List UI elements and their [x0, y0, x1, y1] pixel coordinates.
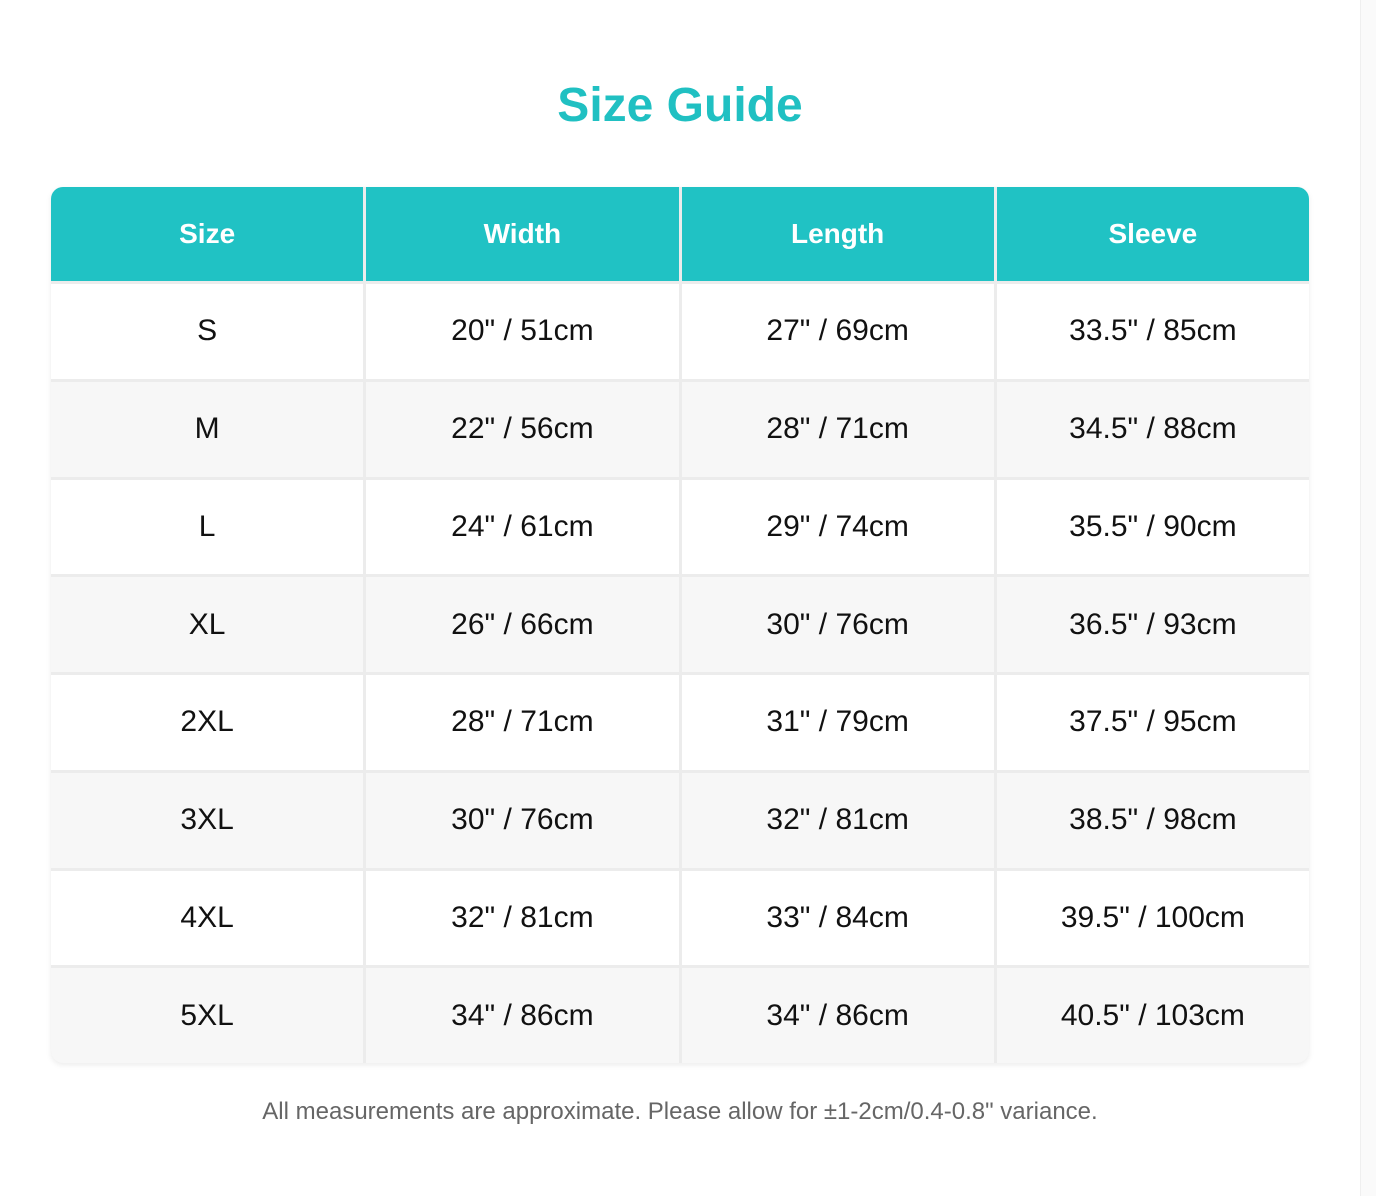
cell-sleeve: 39.5" / 100cm [997, 871, 1309, 966]
header-size: Size [51, 187, 363, 281]
cell-sleeve: 34.5" / 88cm [997, 382, 1309, 477]
cell-sleeve: 37.5" / 95cm [997, 675, 1309, 770]
cell-sleeve: 40.5" / 103cm [997, 968, 1309, 1063]
cell-length: 29" / 74cm [682, 480, 994, 575]
cell-length: 32" / 81cm [682, 773, 994, 868]
cell-size: 5XL [51, 968, 363, 1063]
table-row [51, 968, 1309, 1063]
cell-sleeve: 35.5" / 90cm [997, 480, 1309, 575]
table-row [51, 577, 1309, 672]
cell-sleeve: 36.5" / 93cm [997, 577, 1309, 672]
cell-width: 24" / 61cm [366, 480, 678, 575]
cell-size: L [51, 480, 363, 575]
table-row [51, 480, 1309, 575]
cell-width: 34" / 86cm [366, 968, 678, 1063]
table-row [51, 284, 1309, 379]
table-row [51, 382, 1309, 477]
table-row [51, 871, 1309, 966]
table-row [51, 675, 1309, 770]
cell-width: 22" / 56cm [366, 382, 678, 477]
cell-size: M [51, 382, 363, 477]
cell-size: S [51, 284, 363, 379]
cell-sleeve: 38.5" / 98cm [997, 773, 1309, 868]
cell-size: 4XL [51, 871, 363, 966]
cell-size: 3XL [51, 773, 363, 868]
cell-width: 20" / 51cm [366, 284, 678, 379]
table-header-row [51, 187, 1309, 281]
header-length: Length [682, 187, 994, 281]
cell-size: XL [51, 577, 363, 672]
header-sleeve: Sleeve [997, 187, 1309, 281]
cell-sleeve: 33.5" / 85cm [997, 284, 1309, 379]
cell-size: 2XL [51, 675, 363, 770]
page-title: Size Guide [557, 79, 803, 132]
size-table-container [51, 187, 1309, 1063]
measurement-note: All measurements are approximate. Please allow for ±1-2cm/0.4-0.8" variance. [262, 1098, 1098, 1125]
cell-length: 30" / 76cm [682, 577, 994, 672]
cell-width: 32" / 81cm [366, 871, 678, 966]
size-table [51, 187, 1309, 1063]
cell-length: 31" / 79cm [682, 675, 994, 770]
scrollbar-track[interactable] [1360, 0, 1376, 1196]
cell-length: 27" / 69cm [682, 284, 994, 379]
header-width: Width [366, 187, 678, 281]
table-row [51, 773, 1309, 868]
cell-width: 30" / 76cm [366, 773, 678, 868]
cell-length: 28" / 71cm [682, 382, 994, 477]
cell-length: 34" / 86cm [682, 968, 994, 1063]
cell-width: 28" / 71cm [366, 675, 678, 770]
cell-length: 33" / 84cm [682, 871, 994, 966]
cell-width: 26" / 66cm [366, 577, 678, 672]
